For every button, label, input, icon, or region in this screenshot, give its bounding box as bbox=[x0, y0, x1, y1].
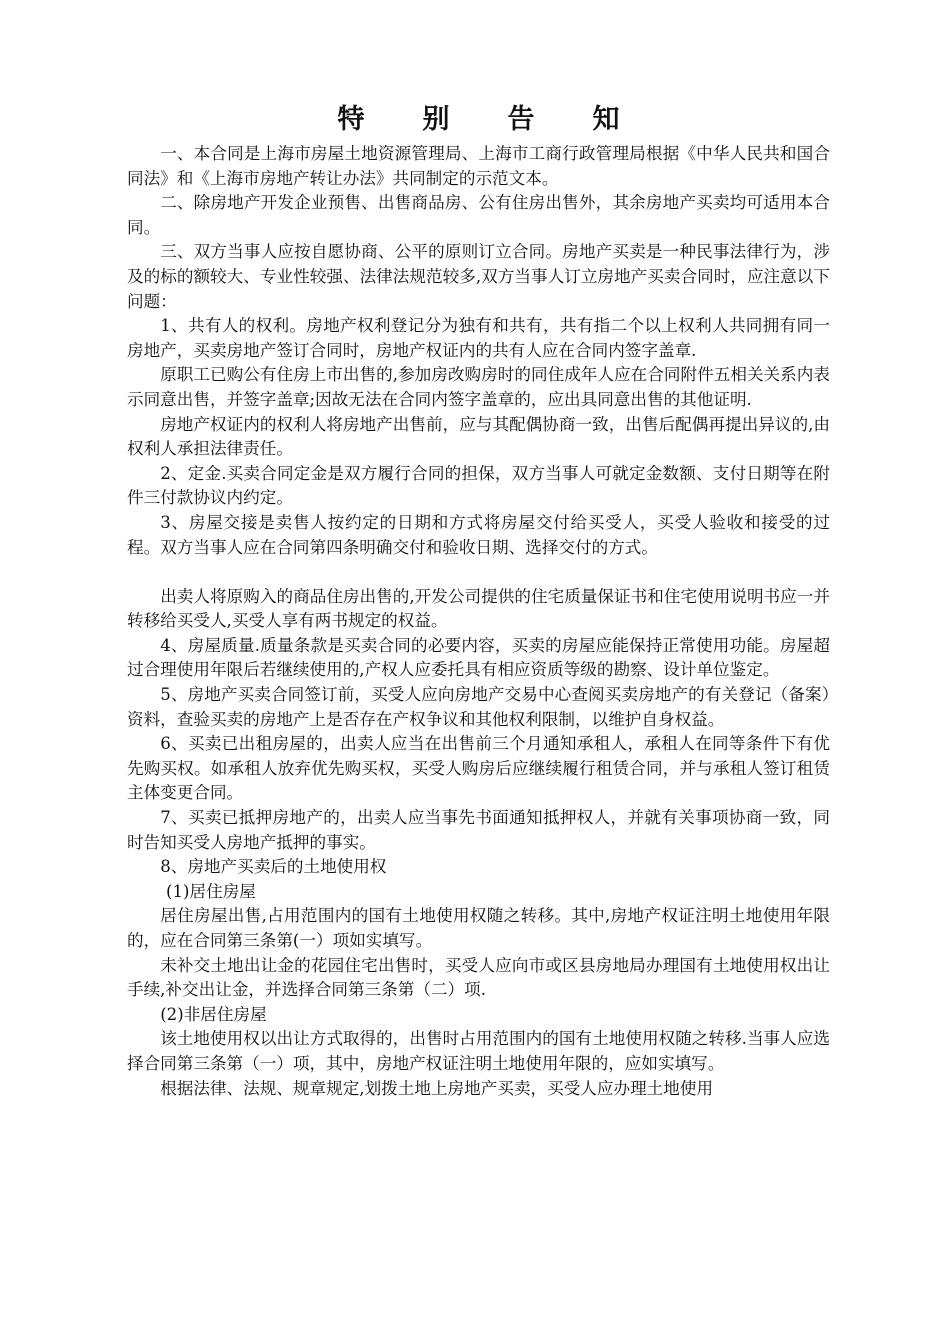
paragraph-deposit: 2、定金.买卖合同定金是双方履行合同的担保，双方当事人可就定金数额、支付日期等在附件三付款协议内约定。 bbox=[127, 463, 830, 508]
paragraph-spacer bbox=[127, 560, 830, 585]
paragraph-quality-guarantee: 出卖人将原购入的商品住房出售的,开发公司提供的住宅质量保证书和住宅使用说明书应一并转移给买受人,买受人享有两书规定的权益。 bbox=[127, 586, 830, 631]
paragraph-nonresidential: 该土地使用权以出让方式取得的，出售时占用范围内的国有土地使用权随之转移.当事人应选择合同第三条第（一）项，其中，房地产权证注明土地使用年限的，应如实填写。 bbox=[127, 1029, 830, 1073]
paragraph-handover: 3、房屋交接是卖售人按约定的日期和方式将房屋交付给买受人，买受人验收和接受的过程。双方当事人应在合同第四条明确交付和验收日期、选择交付的方式。 bbox=[127, 512, 830, 557]
paragraph-nonresidential-heading: (2)非居住房屋 bbox=[160, 1004, 267, 1024]
paragraph-public-housing: 原职工已购公有住房上市出售的,参加房改购房时的同住成年人应在合同附件五相关关系内表示同意出售，并签字盖章;因故无法在合同内签字盖章的，应出具同意出售的其他证明. bbox=[127, 365, 830, 409]
paragraph-2: 二、除房地产开发企业预售、出售商品房、公有住房出售外，其余房地产买卖均可适用本合同。 bbox=[127, 193, 830, 237]
paragraph-land-use-heading: 8、房地产买卖后的土地使用权 bbox=[160, 857, 387, 877]
paragraph-3: 三、双方当事人应按自愿协商、公平的原则订立合同。房地产买卖是一种民事法律行为，涉及的标的额较大、专业性较强、法律法规范较多,双方当事人订立房地产买卖合同时，应注意以下问题： bbox=[127, 242, 830, 311]
paragraph-allocated-land: 根据法律、法规、规章规定,划拨土地上房地产买卖，买受人应办理土地使用 bbox=[160, 1078, 714, 1098]
paragraph-co-owner: 1、共有人的权利。房地产权利登记分为独有和共有，共有指二个以上权利人共同拥有同一房地产，买卖房地产签订合同时，房地产权证内的共有人应在合同内签字盖章. bbox=[127, 316, 830, 360]
paragraph-1: 一、本合同是上海市房屋土地资源管理局、上海市工商行政管理局根据《中华人民共和国合同法》和《上海市房地产转让办法》共同制定的示范文本。 bbox=[127, 144, 830, 188]
paragraph-spouse: 房地产权证内的权利人将房地产出售前，应与其配偶协商一致，出售后配偶再提出异议的,由权利人承担法律责任。 bbox=[127, 414, 830, 459]
paragraph-mortgaged: 7、买卖已抵押房地产的，出卖人应当事先书面通知抵押权人，并就有关事项协商一致，同时告知买受人房地产抵押的事实。 bbox=[127, 808, 830, 852]
document-title: 特 别 告 知 bbox=[337, 104, 644, 135]
paragraph-residential-heading: (1)居住房屋 bbox=[166, 881, 256, 901]
paragraph-residential: 居住房屋出售,占用范围内的国有土地使用权随之转移。其中,房地产权证注明土地使用年限的，应在合同第三条第(一）项如实填写。 bbox=[127, 906, 830, 950]
paragraph-leased: 6、买卖已出租房屋的，出卖人应当在出售前三个月通知承租人，承租人在同等条件下有优先购买权。如承租人放弃优先购买权，买受人购房后应继续履行租赁合同，并与承租人签订租赁主体变更合同。 bbox=[127, 734, 830, 803]
paragraph-quality: 4、房屋质量.质量条款是买卖合同的必要内容，买卖的房屋应能保持正常使用功能。房屋超过合理使用年限后若继续使用的,产权人应委托具有相应资质等级的勘察、设计单位鉴定。 bbox=[127, 635, 830, 680]
paragraph-records-check: 5、房地产买卖合同签订前，买受人应向房地产交易中心查阅买卖房地产的有关登记（备案）资料，查验买卖的房地产上是否存在产权争议和其他权利限制，以维护自身权益。 bbox=[127, 685, 830, 729]
paragraph-garden-house: 未补交土地出让金的花园住宅出售时，买受人应向市或区县房地局办理国有土地使用权出让手续,补交出让金，并选择合同第三条第（二）项. bbox=[127, 955, 830, 1000]
